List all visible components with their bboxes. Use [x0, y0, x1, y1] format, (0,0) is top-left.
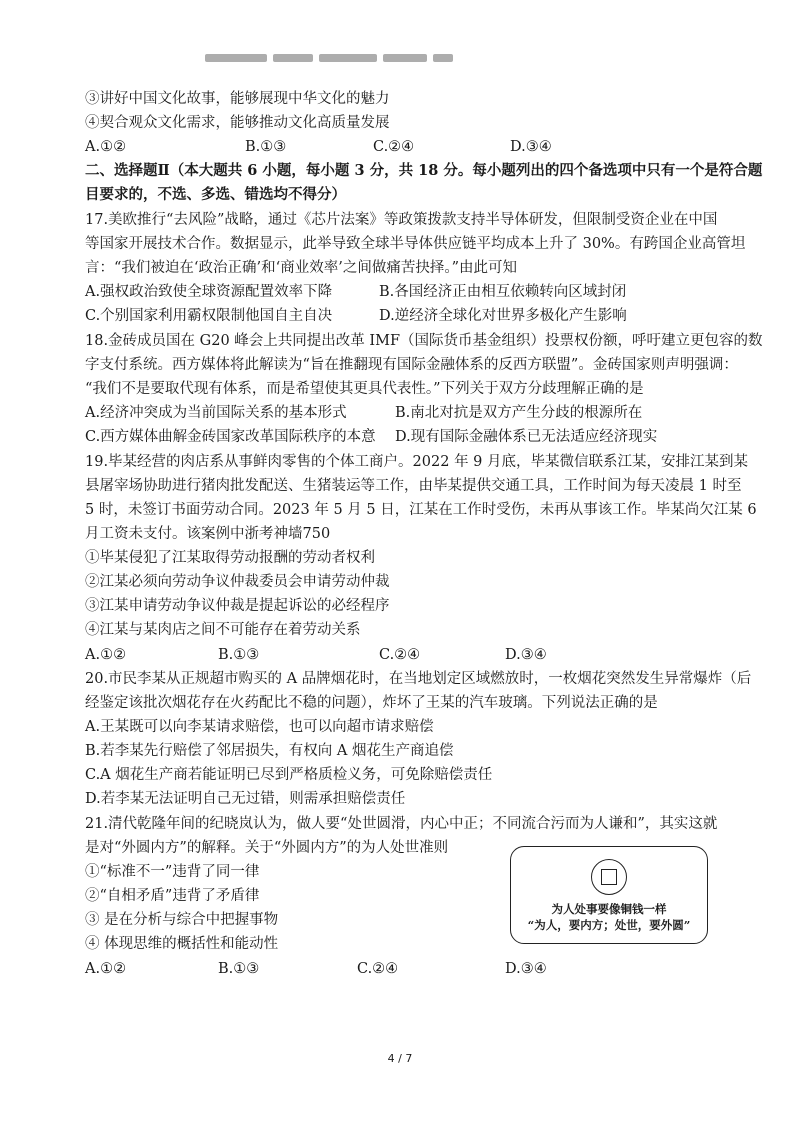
- statement-4: ④契合观众文化需求，能够推动文化高质量发展: [85, 115, 390, 131]
- q21-option-b: B.①③: [218, 961, 260, 977]
- q16-option-c: C.②④: [373, 139, 415, 155]
- q18-option-a: A.经济冲突成为当前国际关系的基本形式: [85, 405, 347, 421]
- section-heading-cont: 目要求的，不选、多选、错选均不得分）: [85, 186, 346, 203]
- q19-option-b: B.①③: [218, 647, 260, 663]
- coin-icon: [591, 859, 627, 895]
- q17-stem: 言：“我们被迫在‘政治正确’和‘商业效率’之间做痛苦抉择。”由此可知: [85, 260, 518, 276]
- q20-option-c: C.A 烟花生产商若能证明已尽到严格质检义务，可免除赔偿责任: [85, 767, 493, 783]
- q17-option-c: C.个别国家利用霸权限制他国自主自决: [85, 308, 333, 324]
- q19-stem: 19.毕某经营的肉店系从事鲜肉零售的个体工商户。2022 年 9 月底，毕某微信联系江某，安排江某到某: [85, 454, 749, 470]
- q21-option-a: A.①②: [85, 961, 127, 977]
- coin-square-hole: [601, 869, 617, 885]
- q18-option-b: B.南北对抗是双方产生分歧的根源所在: [395, 405, 643, 421]
- q19-stem: 5 时，未签订书面劳动合同。2023 年 5 月 5 日，江某在工作时受伤，未再从事该工作。毕某尚欠江某 6: [85, 502, 757, 518]
- q21-stem: 21.清代乾隆年间的纪晓岚认为，做人要“处世圆滑，内心中正；不同流合污而为人谦和”，其实这就: [85, 816, 718, 832]
- q19-stem: 县屠宰场协助进行猪肉批发配送、生猪装运等工作，由毕某提供交通工具，工作时间为每天凌晨 1 时至: [85, 478, 742, 494]
- q17-stem: 等国家开展技术合作。数据显示，此举导致全球半导体供应链平均成本上升了 30%。有跨国企业高管坦: [85, 236, 746, 252]
- q19-stem: 月工资未支付。该案例中浙考神墙750: [85, 526, 331, 542]
- q21-statement-3: ③ 是在分析与综合中把握事物: [85, 912, 279, 928]
- q17-stem: 17.美欧推行“去风险”战略，通过《芯片法案》等政策拨款支持半导体研发，但限制受资企业在中国: [85, 212, 718, 228]
- q19-option-a: A.①②: [85, 647, 127, 663]
- q18-option-c: C.西方媒体曲解金砖国家改革国际秩序的本意: [85, 429, 376, 445]
- q17-option-a: A.强权政治致使全球资源配置效率下降: [85, 284, 333, 300]
- q21-statement-1: ①“标准不一”违背了同一律: [85, 864, 260, 880]
- q20-option-a: A.王某既可以向李某请求赔偿，也可以向超市请求赔偿: [85, 719, 434, 735]
- figure-caption-1: 为人处事要像铜钱一样: [551, 902, 667, 916]
- statement-3: ③讲好中国文化故事，能够展现中华文化的魅力: [85, 91, 390, 107]
- q16-option-d: D.③④: [510, 139, 552, 155]
- q21-statement-4: ④ 体现思维的概括性和能动性: [85, 936, 279, 952]
- q19-option-d: D.③④: [505, 647, 547, 663]
- q20-option-b: B.若李某先行赔偿了邻居损失，有权向 A 烟花生产商追偿: [85, 743, 454, 759]
- q21-option-c: C.②④: [357, 961, 399, 977]
- q17-option-d: D.逆经济全球化对世界多极化产生影响: [379, 308, 627, 324]
- cropped-header-text: [205, 47, 475, 59]
- q19-statement-1: ①毕某侵犯了江某取得劳动报酬的劳动者权利: [85, 550, 375, 566]
- q20-stem: 20.市民李某从正规超市购买的 A 品牌烟花时，在当地划定区域燃放时，一枚烟花突然发生异常爆炸（后: [85, 671, 752, 687]
- q16-option-b: B.①③: [245, 139, 287, 155]
- q19-statement-2: ②江某必须向劳动争议仲裁委员会申请劳动仲裁: [85, 574, 390, 590]
- q16-option-a: A.①②: [85, 139, 127, 155]
- q17-option-b: B.各国经济正由相互依赖转向区域封闭: [379, 284, 627, 300]
- page-number: 4 / 7: [387, 1052, 413, 1065]
- q18-stem: 字支付系统。西方媒体将此解读为“旨在推翻现有国际金融体系的反西方联盟”。金砖国家则声明强调：: [85, 357, 738, 373]
- q21-option-d: D.③④: [505, 961, 547, 977]
- q21-statement-2: ②“自相矛盾”违背了矛盾律: [85, 888, 260, 904]
- q19-statement-4: ④江某与某肉店之间不可能存在着劳动关系: [85, 622, 361, 638]
- q21-stem: 是对“外圆内方”的解释。关于“外圆内方”的为人处世准则: [85, 840, 449, 856]
- q20-stem: 经鉴定该批次烟花存在火药配比不稳的问题），炸坏了王某的汽车玻璃。下列说法正确的是: [85, 695, 658, 711]
- q19-option-c: C.②④: [379, 647, 421, 663]
- q19-statement-3: ③江某申请劳动争议仲裁是提起诉讼的必经程序: [85, 598, 390, 614]
- q18-stem: 18.金砖成员国在 G20 峰会上共同提出改革 IMF（国际货币基金组织）投票权份额，呼吁建立更包容的数: [85, 333, 763, 349]
- q20-option-d: D.若李某无法证明自己无过错，则需承担赔偿责任: [85, 791, 406, 807]
- section-heading: 二、选择题Ⅱ（本大题共 6 小题，每小题 3 分，共 18 分。每小题列出的四个备选项中只有一个是符合题: [85, 162, 763, 179]
- coin-figure-box: [510, 846, 708, 944]
- q18-option-d: D.现有国际金融体系已无法适应经济现实: [395, 429, 658, 445]
- figure-caption-2: “为人，要内方；处世，要外圆”: [527, 918, 691, 932]
- q18-stem: “我们不是要取代现有体系，而是希望使其更具代表性。”下列关于双方分歧理解正确的是: [85, 381, 644, 397]
